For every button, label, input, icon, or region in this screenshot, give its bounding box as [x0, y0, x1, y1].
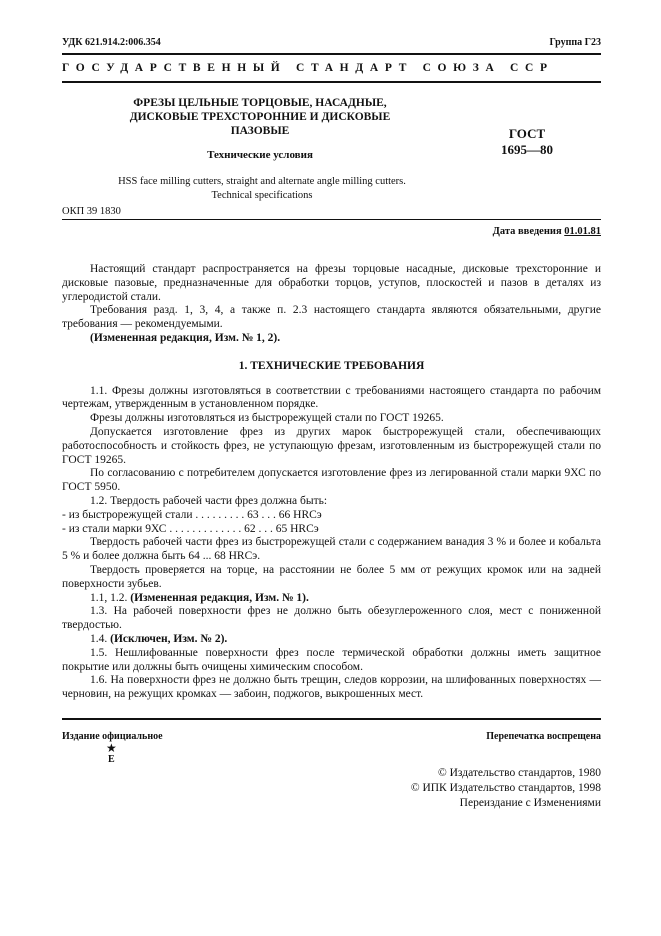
- clause-1-1-alloy: По согласованию с потребителем допускается изготовление фрез из легированной стали марки 9ХС по ГОСТ 5950.: [62, 467, 601, 494]
- clause-1-5: 1.5. Нешлифованные поверхности фрез после термической обработки должны иметь защитное покрытие или должны быть очищены химическим способом.: [62, 646, 601, 673]
- clause-1-4-note: (Исключен, Изм. № 2).: [110, 632, 228, 645]
- footer-rule: [62, 718, 601, 720]
- udk-code: УДК 621.914.2:006.354: [62, 37, 161, 48]
- intro-date-label: Дата введения: [492, 226, 562, 237]
- official-edition-label: Издание официальное: [62, 731, 163, 742]
- clause-1-1-material: Фрезы должны изготовляться из быстрорежущей стали по ГОСТ 19265.: [90, 412, 444, 425]
- gost-label: ГОСТ: [508, 126, 546, 141]
- clause-1-2-amendment-ref: 1.1, 1.2.: [90, 591, 128, 604]
- clause-1-2-check: Твердость проверяется на торце, на расстоянии не более 5 мм от режущих кромок или на задней поверхности зубьев.: [62, 563, 601, 590]
- intro-date: [493, 226, 601, 237]
- clause-1-4-number: 1.4.: [90, 632, 108, 645]
- paragraph-mandatory: Требования разд. 1, 3, 4, а также п. 2.3 настоящего стандарта являются обязательными, другие требования — рекомендуемыми.: [62, 304, 601, 331]
- clause-1-2-amendment-note: (Измененная редакция, Изм. № 1).: [130, 591, 309, 604]
- clause-1-4: [62, 633, 601, 647]
- okp-code: ОКП 39 1830: [62, 206, 121, 217]
- copyright-1998: © ИПК Издательство стандартов, 1998: [410, 782, 601, 794]
- paragraph-scope: Настоящий стандарт распространяется на фрезы торцовые насадные, дисковые трехсторонние и дисковые пазовые, предназначенные для обработки торцов, уступов, плоскостей и пазов в деталях из углеродистой стали.: [62, 263, 601, 303]
- star-icon: ★: [106, 741, 117, 755]
- english-title-line-2: Technical specifications: [211, 190, 313, 201]
- clause-1-6: 1.6. На поверхности фрез не должно быть трещин, следов коррозии, на шлифованных поверхностях — черновин, на режущих кромках — забоин, поджогов, выкрошенных мест.: [62, 674, 601, 701]
- copyright-block: [411, 766, 601, 811]
- reprint-prohibited-label: Перепечатка воспрещена: [486, 731, 601, 742]
- okp-rule: [62, 219, 601, 220]
- subtitle: Технические условия: [207, 149, 313, 161]
- clause-1-3: 1.3. На рабочей поверхности фрез не должно быть обезуглероженного слоя, мест с пониженной твердостью.: [62, 605, 601, 632]
- e-mark: E: [108, 754, 115, 765]
- intro-date-value: 01.01.81: [564, 226, 601, 237]
- clause-1-2-vanadium: Твердость рабочей части фрез из быстрорежущей стали с содержанием ванадия 3 % и более и кобальта 5 % и более должна быть 64 ... 68 HRCэ.: [62, 536, 601, 563]
- english-title: [62, 175, 462, 203]
- state-standard-heading: ГОСУДАРСТВЕННЫЙ СТАНДАРТ СОЮЗА ССР: [62, 62, 554, 74]
- heading-rule: [62, 81, 601, 83]
- document-body: [62, 263, 601, 702]
- paragraph-amendment: (Измененная редакция, Изм. № 1, 2).: [90, 331, 281, 344]
- clause-1-2-9xc: - из стали марки 9ХС . . . . . . . . . . . . . 62 . . . 65 HRCэ: [62, 522, 319, 535]
- clause-1-2-hss: - из быстрорежущей стали . . . . . . . . . 63 . . . 66 HRCэ: [62, 508, 322, 521]
- title-line-1: ФРЕЗЫ ЦЕЛЬНЫЕ ТОРЦОВЫЕ, НАСАДНЫЕ,: [133, 97, 387, 109]
- section-heading: 1. ТЕХНИЧЕСКИЕ ТРЕБОВАНИЯ: [238, 359, 425, 372]
- gost-number: [492, 126, 562, 158]
- document-title: [100, 96, 420, 138]
- group-code: Группа Г23: [549, 37, 601, 48]
- gost-code: 1695—80: [501, 142, 553, 157]
- top-rule: [62, 53, 601, 55]
- english-title-line-1: HSS face milling cutters, straight and alternate angle milling cutters.: [118, 176, 406, 187]
- clause-1-1-alternatives: Допускается изготовление фрез из других марок быстрорежущей стали, обеспечивающих работоспособность и стойкость фрез, не уступающую фрезам, изготовленным из быстрорежущей стали по ГОСТ 19265.: [62, 425, 601, 466]
- copyright-1980: © Издательство стандартов, 1980: [437, 767, 601, 779]
- clause-1-2-amendment: [62, 592, 601, 606]
- title-line-2: ДИСКОВЫЕ ТРЕХСТОРОННИЕ И ДИСКОВЫЕ: [129, 111, 391, 123]
- title-line-3: ПАЗОВЫЕ: [230, 125, 290, 137]
- clause-1-1: 1.1. Фрезы должны изготовляться в соответствии с требованиями настоящего стандарта по рабочим чертежам, утвержденным в установленном порядке.: [62, 384, 601, 411]
- reissue-note: Переиздание с Изменениями: [459, 797, 601, 809]
- clause-1-2: 1.2. Твердость рабочей части фрез должна быть:: [90, 494, 328, 507]
